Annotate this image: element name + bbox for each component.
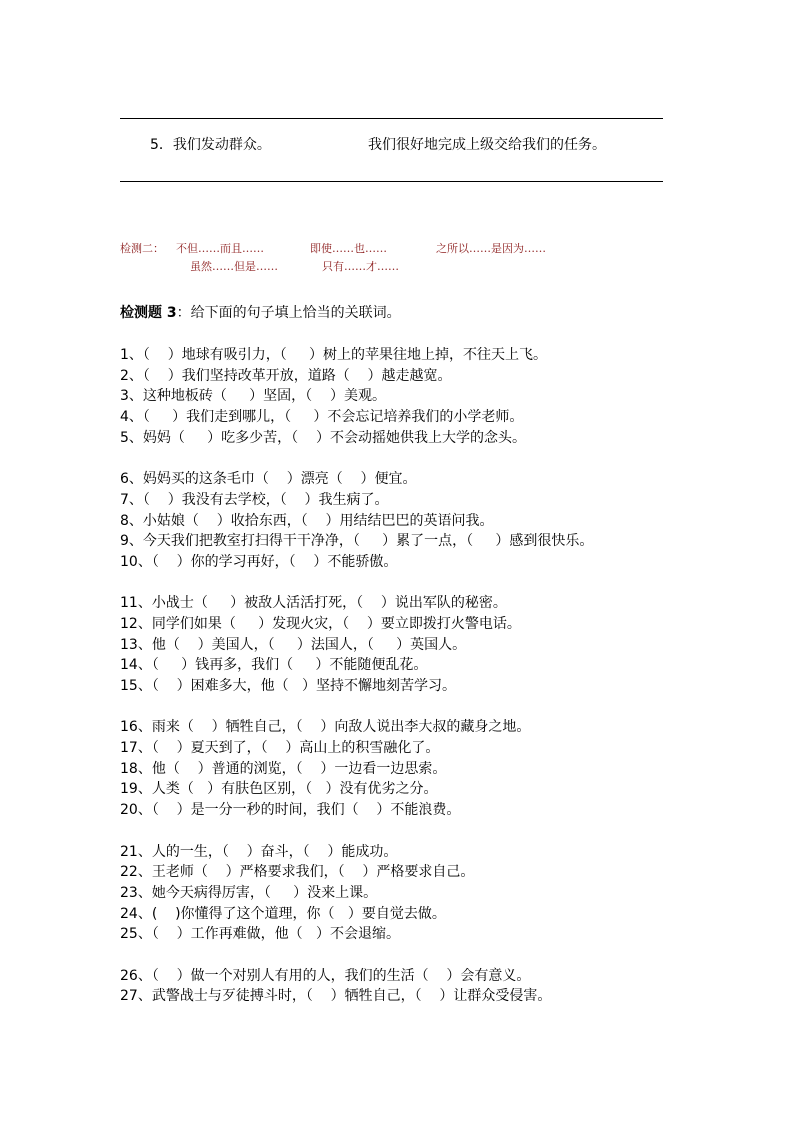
question-item: 9、今天我们把教室打扫得干干净净，（ ）累了一点，（ ）感到很快乐。: [120, 533, 594, 550]
question-item: 27、武警战士与歹徒搏斗时，（ ）牺牲自己，（ ）让群众受侵害。: [120, 988, 552, 1005]
question-item: 12、同学们如果（ ）发现火灾，（ ）要立即拨打火警电话。: [120, 615, 521, 632]
question-item: 7、（ ）我没有去学校，（ ）我生病了。: [120, 491, 389, 508]
question-item: 4、（ ）我们走到哪儿，（ ）不会忘记培养我们的小学老师。: [120, 409, 524, 426]
question-item: 1、（ ）地球有吸引力，（ ）树上的苹果往地上掉，不往天上飞。: [120, 347, 547, 363]
question-group: [120, 345, 720, 448]
question-group: [120, 593, 720, 696]
question-item: 3、这种地板砖（ ）坚固，（ ）美观。: [120, 388, 386, 405]
test3-heading: [120, 302, 401, 322]
question-item: 14、（ ）钱再多，我们（ ）不能随便乱花。: [120, 657, 428, 674]
question-group: [120, 966, 720, 1007]
question-item: 22、王老师（ ）严格要求我们，（ ）严格要求自己。: [120, 864, 475, 881]
question-item: 6、妈妈买的这条毛巾（ ）漂亮（ ）便宜。: [120, 471, 417, 488]
question-item: 15、（ ）困难多大，他（ ）坚持不懈地刻苦学习。: [120, 678, 456, 694]
sentence-5-right: 我们很好地完成上级交给我们的任务。: [368, 137, 606, 153]
conjunction-pair: 即使……也……: [310, 242, 387, 255]
sentence-5-left: 5．我们发动群众。: [150, 137, 271, 153]
question-item: 16、雨来（ ）牺牲自己，（ ）向敌人说出李大叔的藏身之地。: [120, 719, 531, 736]
answer-line-top: [120, 118, 663, 119]
question-item: 5、妈妈（ ）吃多少苦，（ ）不会动摇她供我上大学的念头。: [120, 429, 526, 446]
question-item: 19、人类（ ）有肤色区别，（ ）没有优劣之分。: [120, 781, 438, 798]
question-item: 26、（ ）做一个对别人有用的人，我们的生活（ ）会有意义。: [120, 967, 531, 984]
question-item: 13、他（ ）美国人，（ ）法国人，（ ）英国人。: [120, 636, 467, 653]
conjunction-pair: 不但……而且……: [176, 242, 264, 255]
question-item: 17、（ ）夏天到了，（ ）高山上的积雪融化了。: [120, 740, 440, 757]
question-item: 18、他（ ）普通的浏览，（ ）一边看一边思索。: [120, 760, 447, 777]
question-list: [120, 345, 720, 1007]
conjunction-pair: 虽然……但是……: [190, 260, 278, 273]
question-item: 25、（ ）工作再难做，他（ ）不会退缩。: [120, 926, 400, 943]
question-item: 21、人的一生，（ ）奋斗，（ ）能成功。: [120, 843, 398, 860]
conjunction-pair: 只有……才……: [322, 260, 399, 273]
question-item: 11、小战士（ ）被敌人活活打死，（ ）说出军队的秘密。: [120, 595, 507, 612]
question-item: 10、（ ）你的学习再好，（ ）不能骄傲。: [120, 553, 398, 570]
question-group: [120, 842, 720, 945]
answer-line-bottom: [120, 181, 663, 182]
test3-heading-rest: ：给下面的句子填上恰当的关联词。: [176, 305, 401, 321]
test3-heading-bold: 检测题 3: [120, 305, 177, 321]
test2-label: 检测二：: [120, 242, 164, 255]
question-group: [120, 469, 720, 572]
conjunction-pair: 之所以……是因为……: [436, 242, 546, 255]
question-item: 24、( )你懂得了这个道理，你（ ）要自觉去做。: [120, 905, 446, 922]
question-item: 20、（ ）是一分一秒的时间，我们（ ）不能浪费。: [120, 802, 461, 819]
question-item: 8、小姑娘（ ）收拾东西，（ ）用结结巴巴的英语问我。: [120, 512, 494, 529]
question-group: [120, 717, 720, 820]
question-item: 23、她今天病得厉害，（ ）没来上课。: [120, 884, 378, 901]
question-item: 2、（ ）我们坚持改革开放，道路（ ）越走越宽。: [120, 367, 452, 384]
